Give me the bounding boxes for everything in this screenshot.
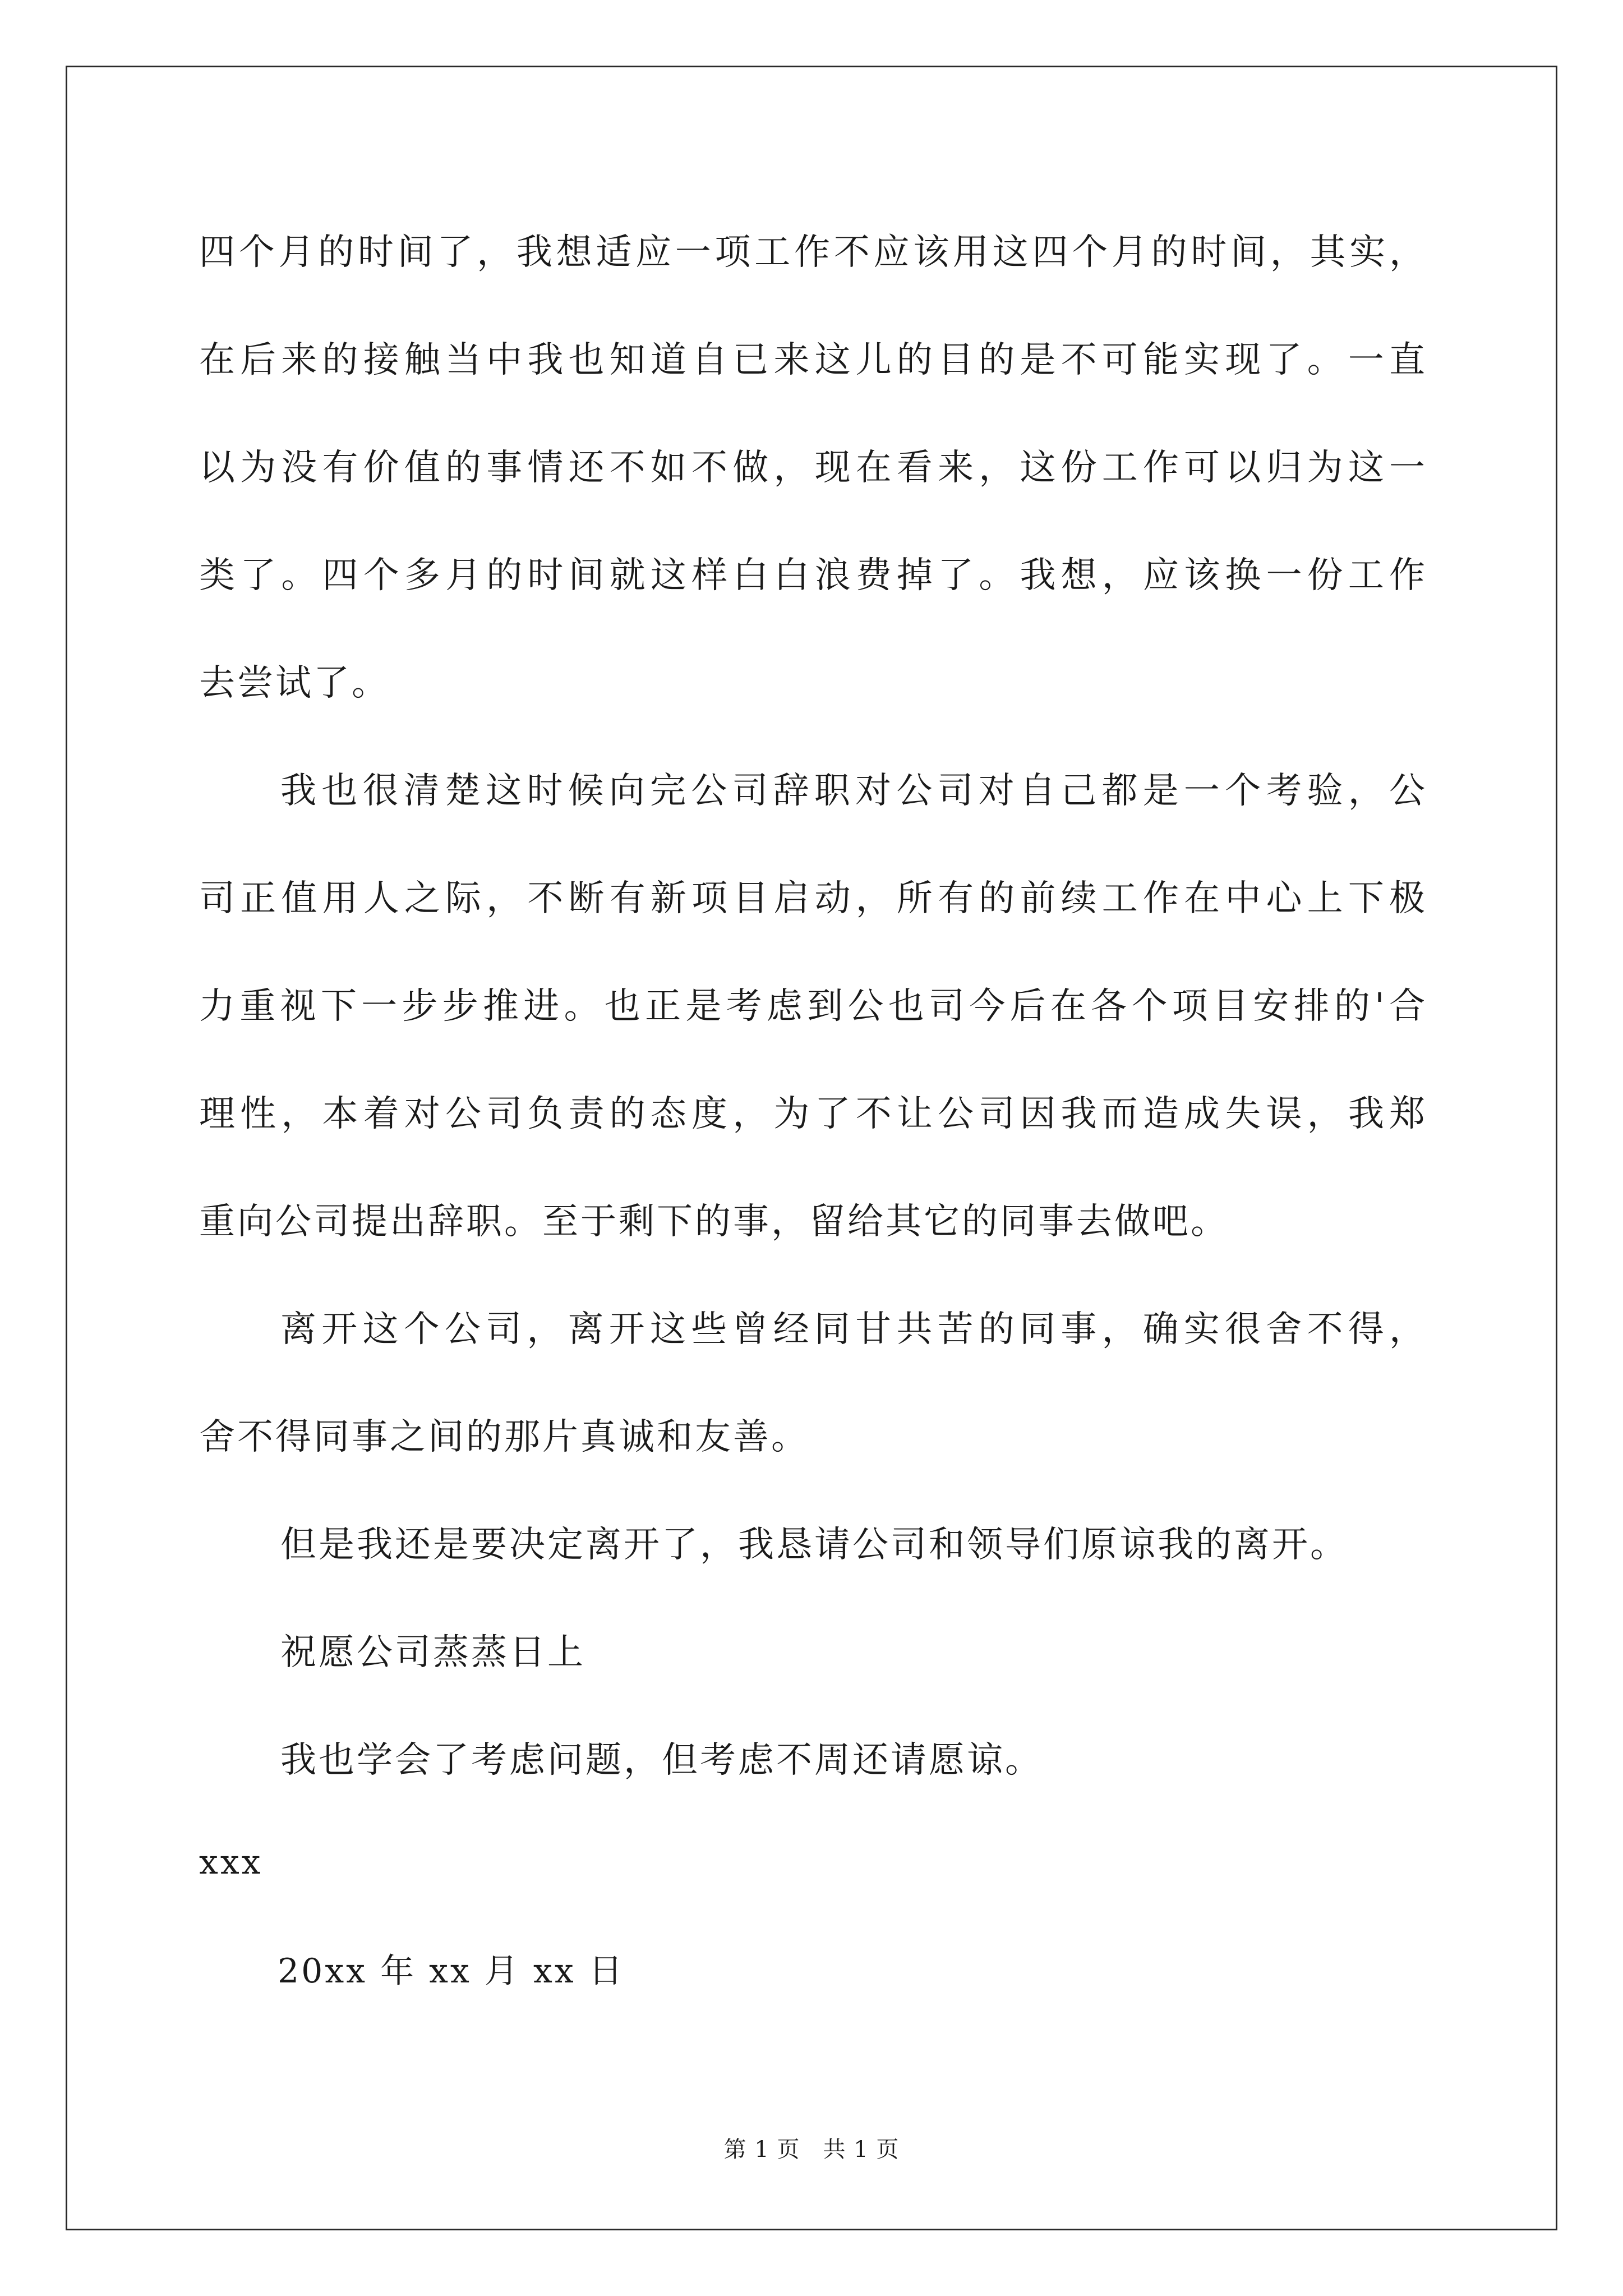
paragraph-4: 但是我还是要决定离开了，我恳请公司和领导们原谅我的离开。 [280,1524,1348,1566]
paragraph-1-line-5: 去尝试了。 [199,662,390,704]
page-footer: 第 1 页 共 1 页 [723,2137,900,2162]
paragraph-1-line-3: 以为没有价值的事情还不如不做，现在看来，这份工作可以归为这一 [199,447,1427,489]
paragraph-3-line-2: 舍不得同事之间的那片真诚和友善。 [199,1416,809,1458]
paragraph-2-line-5: 重向公司提出辞职。至于剩下的事，留给其它的同事去做吧。 [199,1201,1229,1243]
paragraph-1-line-1: 四个月的时间了，我想适应一项工作不应该用这四个月的时间，其实， [199,232,1427,273]
paragraph-3-line-1: 离开这个公司，离开这些曾经同甘共苦的同事，确实很舍不得， [280,1309,1427,1350]
paragraph-2-line-1: 我也很清楚这时候向完公司辞职对公司对自己都是一个考验，公 [280,770,1427,812]
signature: xxx [199,1843,263,1882]
date-line: 20xx 年 xx 月 xx 日 [278,1952,625,1991]
paragraph-2-line-2: 司正值用人之际，不断有新项目启动，所有的前续工作在中心上下极 [199,878,1427,919]
paragraph-1-line-2: 在后来的接触当中我也知道自已来这儿的目的是不可能实现了。一直 [199,339,1427,381]
paragraph-5: 祝愿公司蒸蒸日上 [280,1632,585,1673]
paragraph-6: 我也学会了考虑问题，但考虑不周还请愿谅。 [280,1740,1043,1781]
paragraph-2-line-3: 力重视下一步步推进。也正是考虑到公也司今后在各个项目安排的'合 [199,986,1427,1027]
paragraph-1-line-4: 类了。四个多月的时间就这样白白浪费掉了。我想，应该换一份工作 [199,555,1427,596]
page-border [66,66,1557,2230]
paragraph-2-line-4: 理性，本着对公司负责的态度，为了不让公司因我而造成失误，我郑 [199,1093,1427,1135]
